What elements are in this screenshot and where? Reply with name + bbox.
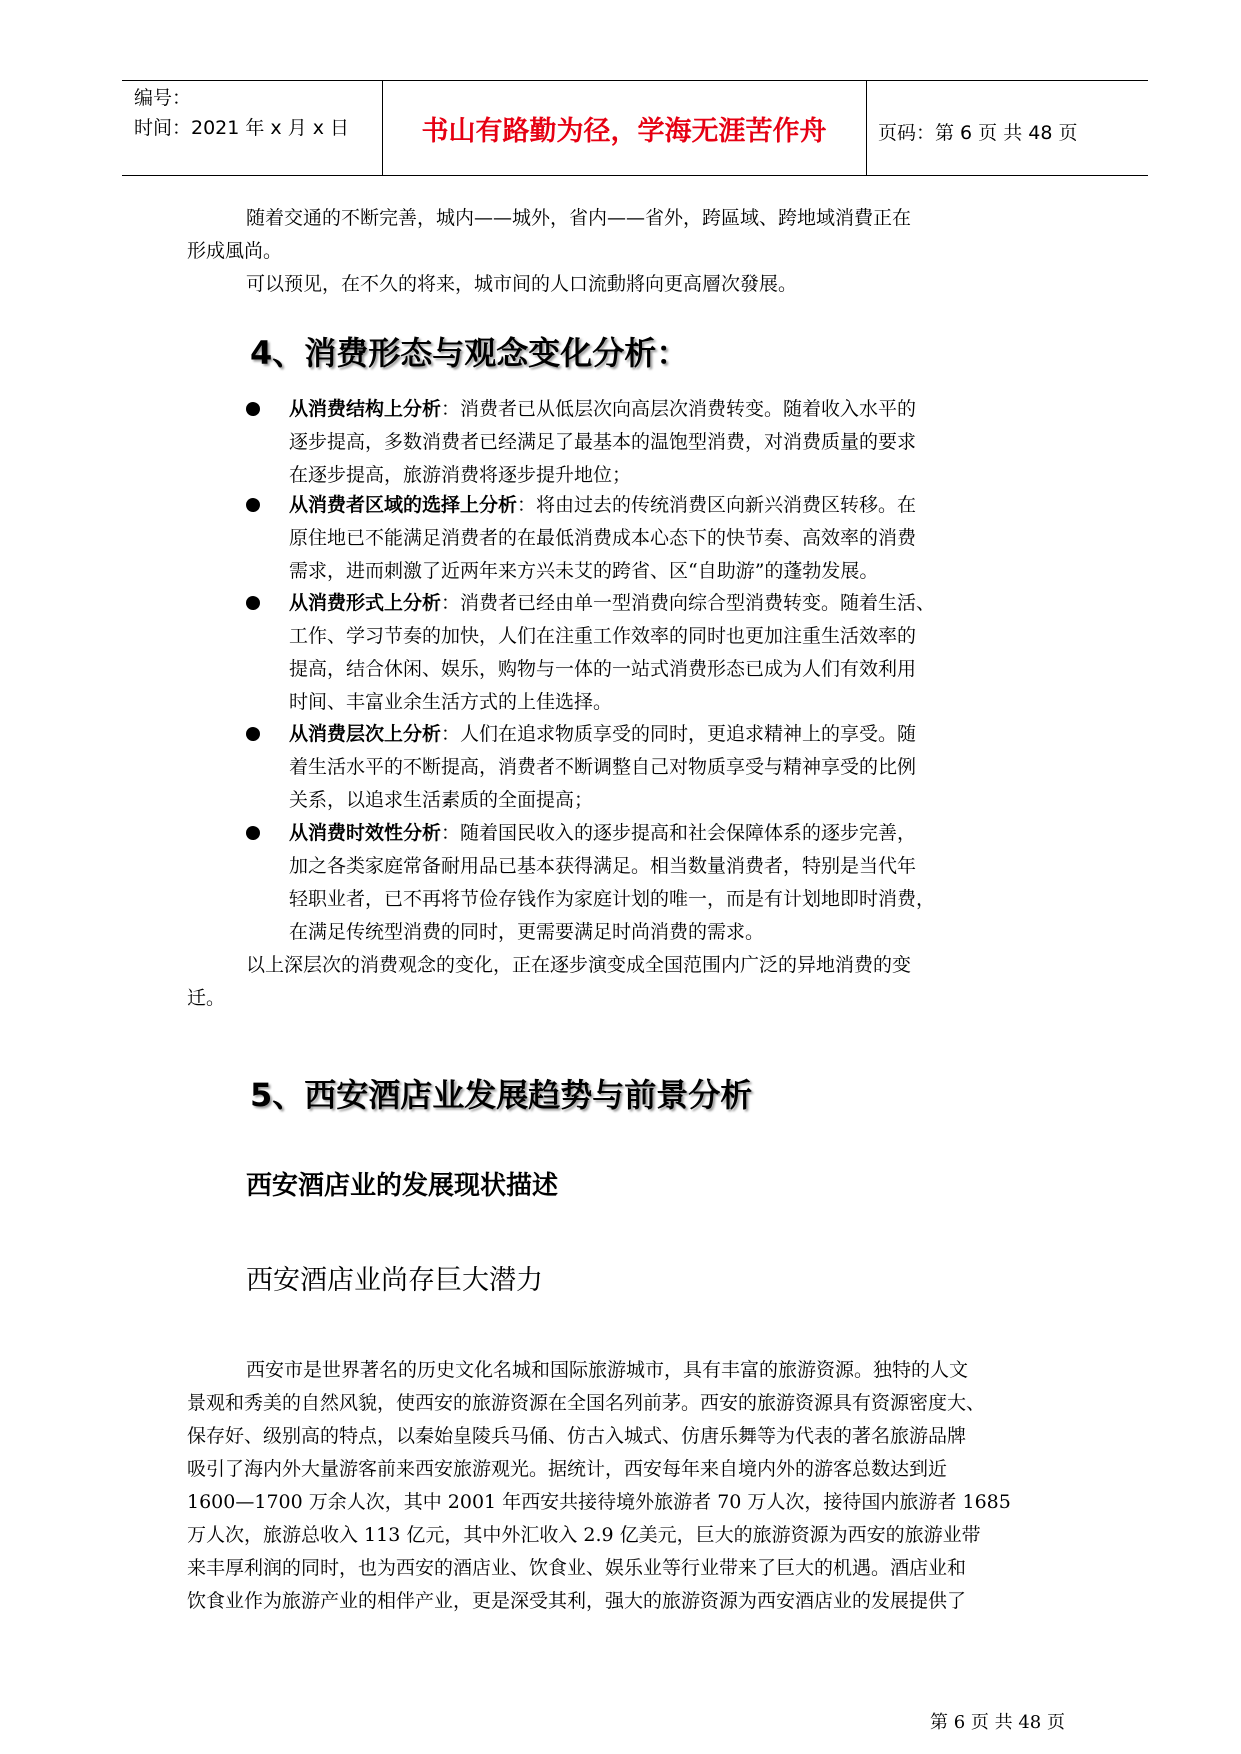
bullet-dot (246, 727, 260, 741)
bullet-5-line: 轻职业者，已不再将节俭存钱作为家庭计划的唯一，而是有计划地即时消费， (289, 888, 936, 910)
body-line: 西安市是世界著名的历史文化名城和国际旅游城市，具有丰富的旅游资源。独特的人文 (246, 1359, 969, 1381)
bullet-2-line: 需求，进而刺激了近两年来方兴未艾的跨省、区“自助游”的蓬勃发展。 (289, 560, 879, 582)
conclusion-line-2: 迁。 (187, 987, 226, 1009)
number-label: 编号： (134, 87, 192, 109)
page-footer: 第 6 页 共 48 页 (930, 1712, 1065, 1733)
subheading-potential: 西安酒店业尚存巨大潜力 (246, 1265, 543, 1296)
page-info: 页码：第 6 页 共 48 页 (878, 122, 1078, 144)
body-line: 保存好、级别高的特点，以秦始皇陵兵马俑、仿古入城式、仿唐乐舞等为代表的著名旅游品牌 (187, 1425, 967, 1447)
bullet-1-line: 逐步提高，多数消费者已经满足了最基本的温饱型消费，对消费质量的要求 (289, 431, 917, 453)
bullet-dot (246, 402, 260, 416)
header-page-cell (866, 81, 1148, 175)
bullet-5-line: 从消费时效性分析：随着国民收入的逐步提高和社会保障体系的逐步完善， (289, 822, 917, 844)
section-4-heading: 4、消费形态与观念变化分析： (250, 334, 689, 372)
body-line: 1600—1700 万余人次，其中 2001 年西安共接待境外旅游者 70 万人次，接待国内旅游者 1685 (187, 1491, 1011, 1513)
body-line: 吸引了海内外大量游客前来西安旅游观光。据统计，西安每年来自境内外的游客总数达到近 (187, 1458, 948, 1480)
bullet-3-line: 提高，结合休闲、娱乐，购物与一体的一站式消费形态已成为人们有效利用 (289, 658, 917, 680)
intro-line-1: 随着交通的不断完善，城内——城外，省内——省外，跨區域、跨地域消費正在 (246, 207, 912, 229)
bullet-2-line: 从消费者区域的选择上分析：将由过去的传统消费区向新兴消费区转移。在 (289, 494, 917, 516)
bullet-4-line: 关系，以追求生活素质的全面提高； (289, 789, 594, 811)
bullet-dot (246, 498, 260, 512)
bullet-3-line: 从消费形式上分析：消费者已经由单一型消费向综合型消费转变。随着生活、 (289, 592, 936, 614)
header-left-cell (122, 81, 383, 175)
motto: 书山有路勤为径，学海无涯苦作舟 (421, 116, 827, 147)
bullet-4-line: 着生活水平的不断提高，消费者不断调整自己对物质享受与精神享受的比例 (289, 756, 917, 778)
bullet-3-line: 时间、丰富业余生活方式的上佳选择。 (289, 691, 613, 713)
intro-line-3: 可以预见，在不久的将来，城市间的人口流動將向更高層次發展。 (246, 273, 798, 295)
intro-line-2: 形成風尚。 (187, 240, 283, 262)
bullet-1-line: 从消费结构上分析：消费者已从低层次向高层次消费转变。随着收入水平的 (289, 398, 917, 420)
bullet-1-line: 在逐步提高，旅游消费将逐步提升地位； (289, 464, 632, 486)
header-table (122, 80, 1148, 176)
date-label: 时间：2021 年 x 月 x 日 (134, 117, 350, 139)
body-line: 景观和秀美的自然风貌，使西安的旅游资源在全国名列前茅。西安的旅游资源具有资源密度大、 (187, 1392, 986, 1414)
bullet-dot (246, 826, 260, 840)
subheading-status: 西安酒店业的发展现状描述 (246, 1171, 559, 1201)
bullet-dot (246, 596, 260, 610)
section-5-heading: 5、西安酒店业发展趋势与前景分析 (250, 1076, 753, 1114)
body-line: 饮食业作为旅游产业的相伴产业，更是深受其利，强大的旅游资源为西安酒店业的发展提供了 (187, 1590, 967, 1612)
body-line: 来丰厚利润的同时，也为西安的酒店业、饮食业、娱乐业等行业带来了巨大的机遇。酒店业和 (187, 1557, 967, 1579)
header-motto-cell (382, 81, 867, 175)
bullet-4-line: 从消费层次上分析：人们在追求物质享受的同时，更追求精神上的享受。随 (289, 723, 917, 745)
bullet-5-line: 加之各类家庭常备耐用品已基本获得满足。相当数量消费者，特别是当代年 (289, 855, 917, 877)
bullet-5-line: 在满足传统型消费的同时，更需要满足时尚消费的需求。 (289, 921, 765, 943)
bullet-3-line: 工作、学习节奏的加快，人们在注重工作效率的同时也更加注重生活效率的 (289, 625, 917, 647)
bullet-2-line: 原住地已不能满足消费者的在最低消费成本心态下的快节奏、高效率的消费 (289, 527, 917, 549)
body-line: 万人次，旅游总收入 113 亿元，其中外汇收入 2.9 亿美元，巨大的旅游资源为西安的旅游业带 (187, 1524, 981, 1546)
conclusion-line-1: 以上深层次的消费观念的变化，正在逐步演变成全国范围内广泛的异地消费的变 (246, 954, 912, 976)
